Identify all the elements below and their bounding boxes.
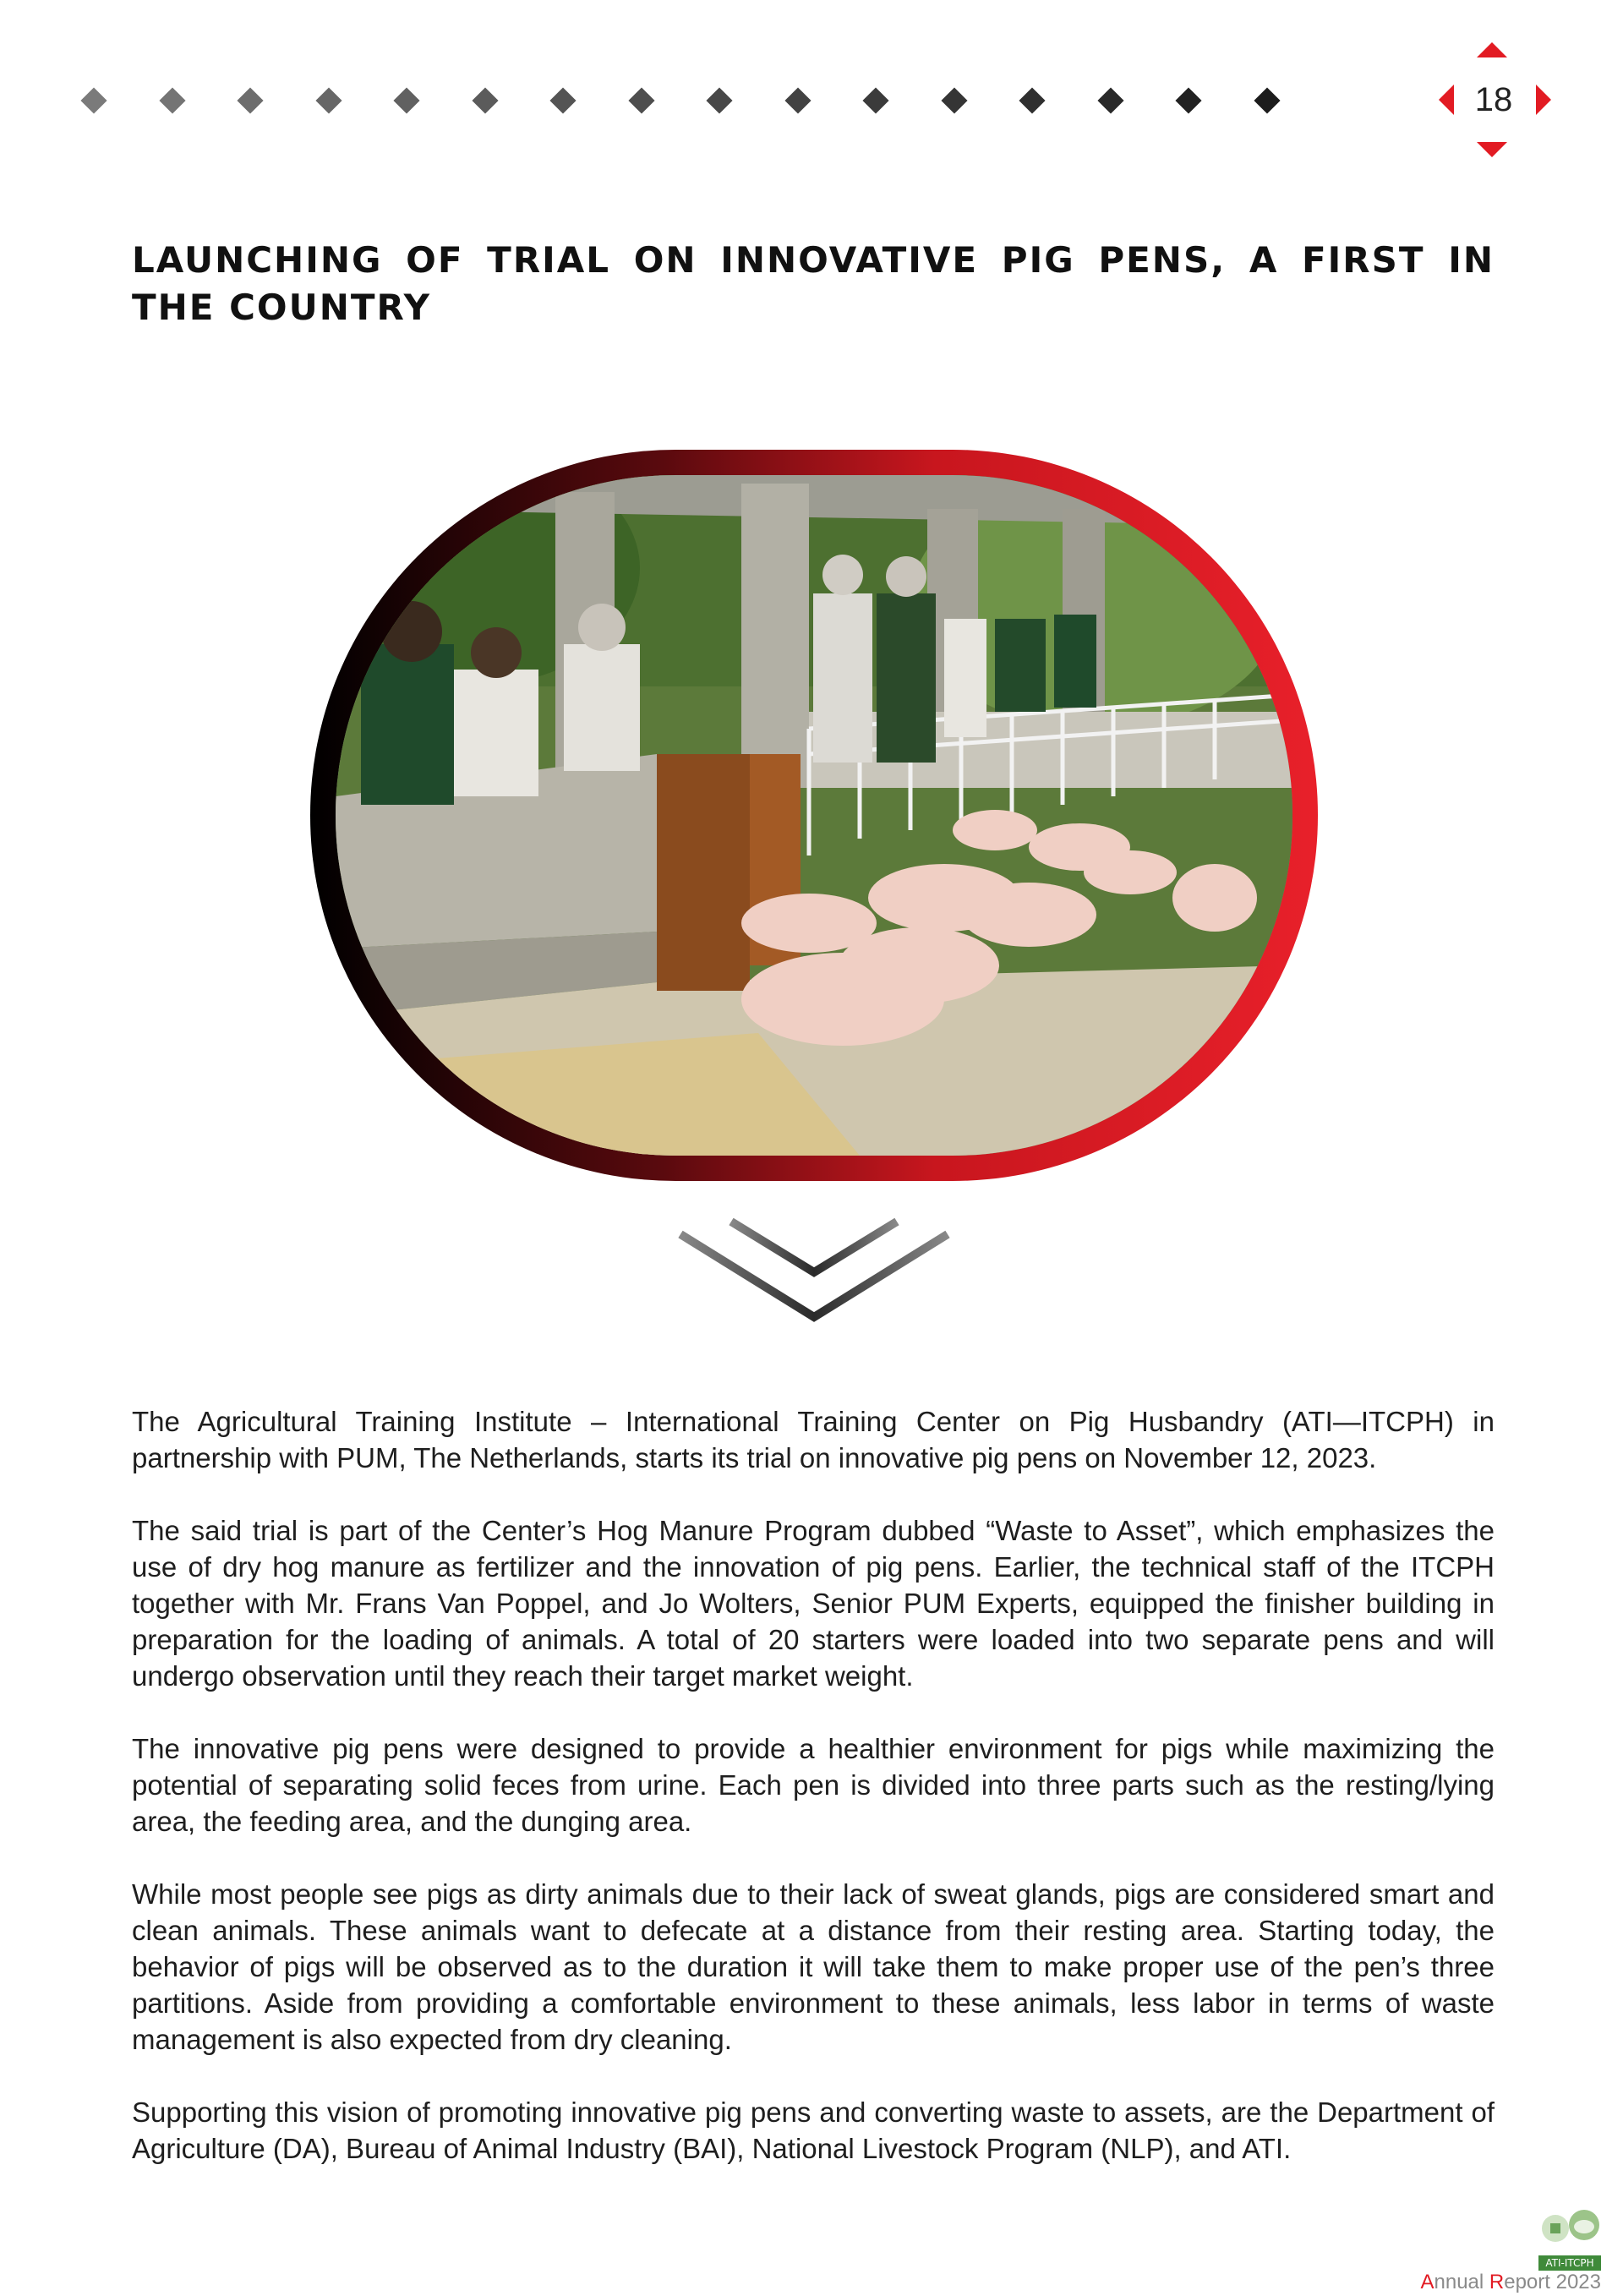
arrow-up-icon[interactable] (1477, 42, 1507, 57)
header-diamond-icon (706, 87, 732, 113)
arrow-down-icon[interactable] (1477, 142, 1507, 157)
header-diamond-icon (862, 87, 888, 113)
header-diamond-icon (1097, 87, 1123, 113)
article-body (132, 1403, 1495, 2203)
header-diamond-icon (549, 87, 576, 113)
paragraph: While most people see pigs as dirty animals due to their lack of sweat glands, pigs are considered smart and clean animals. These animals want to defecate at a distance from their resting area. Starting today, the behavior of pigs will be observed as to the duration it will take them to make proper use of the pen’s three partitions. Aside from providing a comfortable environment to these animals, less labor in terms of waste management is also expected from dry cleaning. (132, 1878, 1495, 2055)
page-number: 18 (1474, 81, 1513, 118)
header-diamond-icon (628, 87, 654, 113)
footer-word-rest: eport 2023 (1504, 2271, 1601, 2293)
header-diamond-icon (1254, 87, 1280, 113)
header-diamond-icon (1175, 87, 1201, 113)
paragraph: The Agricultural Training Institute – International Training Center on Pig Husbandry (ATI—ITCPH) in partnership with PUM, The Netherlands, starts its trial on innovative pig pens on November 12, 2023. (132, 1406, 1495, 1473)
page-navigation (1429, 34, 1555, 169)
paragraph: Supporting this vision of promoting innovative pig pens and converting waste to assets, are the Department of Agriculture (DA), Bureau of Animal Industry (BAI), National Livestock Program (NLP), and ATI. (132, 2096, 1495, 2164)
header-diamond-icon (159, 87, 185, 113)
footer-word-annual: nnual (1434, 2271, 1489, 2293)
header-diamond-row (85, 85, 1302, 118)
paragraph: The said trial is part of the Center’s Hog Manure Program dubbed “Waste to Asset”, which emphasizes the use of dry hog manure as fertilizer and the innovation of pig pens. Earlier, the technical staff of the ITCPH together with Mr. Frans Van Poppel, and Jo Wolters, Senior PUM Experts, equipped the finisher building in preparation for the loading of animals. A total of 20 starters were loaded into two separate pens and will undergo observation until they reach their target market weight. (132, 1515, 1495, 1692)
header-diamond-icon (784, 87, 811, 113)
header-diamond-icon (472, 87, 498, 113)
logo-badge: ATI-ITCPH (1538, 2255, 1601, 2271)
chevron-down-icon (672, 1217, 956, 1344)
pig-pen-photo (336, 475, 1292, 1156)
header-diamond-icon (393, 87, 419, 113)
header-diamond-icon (80, 87, 107, 113)
article-title: LAUNCHING OF TRIAL ON INNOVATIVE PIG PENS, A FIRST IN THE COUNTRY (132, 239, 1495, 328)
arrow-left-icon[interactable] (1439, 85, 1454, 115)
footer-initial-r: R (1489, 2271, 1505, 2293)
paragraph: The innovative pig pens were designed to provide a healthier environment for pigs while maximizing the potential of separating solid feces from urine. Each pen is divided into three parts such as the resting/lying area, the feeding area, and the dunging area. (132, 1733, 1495, 1837)
header-diamond-icon (237, 87, 263, 113)
header-diamond-icon (1019, 87, 1045, 113)
footer-report-label (1420, 2271, 1601, 2294)
photo-frame (310, 450, 1318, 1181)
header-diamond-icon (941, 87, 967, 113)
footer-initial-a: A (1420, 2271, 1434, 2293)
header-diamond-icon (315, 87, 342, 113)
ati-itcph-logo-icon (1538, 2203, 1603, 2257)
arrow-right-icon[interactable] (1536, 85, 1551, 115)
